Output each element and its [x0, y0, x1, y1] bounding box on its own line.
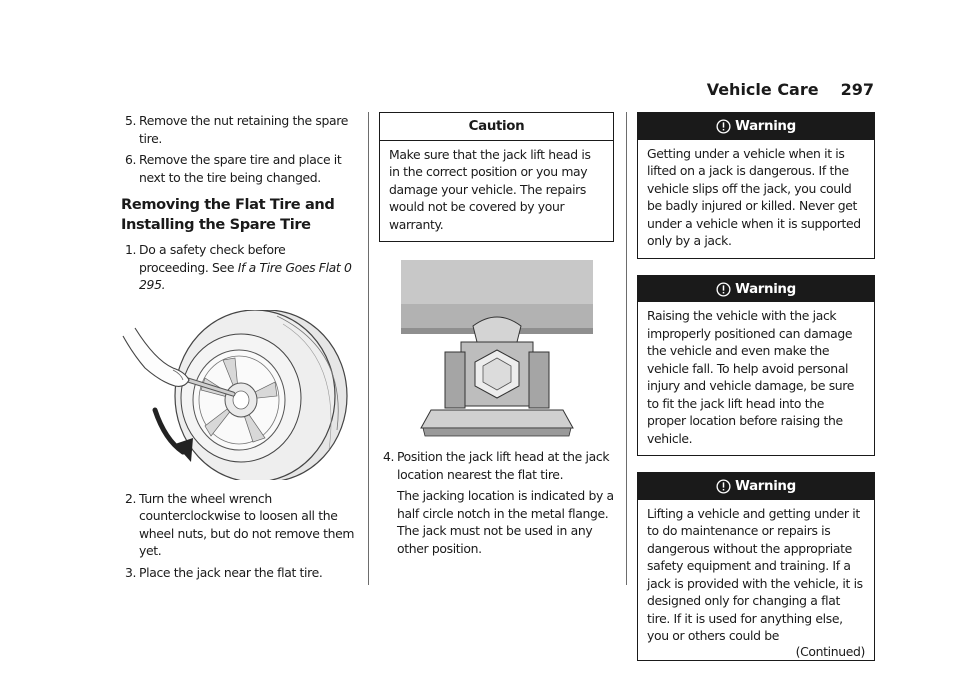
warning-icon: [716, 479, 731, 494]
caution-title: Caution: [380, 113, 613, 141]
column-middle: [379, 112, 614, 557]
warning-text: Lifting a vehicle and getting under it to do maintenance or repairs is dangerous without the appropriate safety equipment and training. If a jack is provided with the vehicle, it is designed only for changing a flat tire. If it is used for anything else, you or others could be: [647, 505, 863, 643]
step-3: 3. Place the jack near the flat tire.: [125, 564, 323, 580]
warning-title: Warning: [638, 113, 874, 140]
jack-illustration: [401, 260, 597, 440]
page-header: [685, 80, 874, 99]
page-number: 297: [840, 80, 874, 99]
step-6: 6. Remove the spare tire and place it next to the tire being changed.: [125, 152, 342, 185]
page-ref-icon: 0: [344, 259, 352, 275]
column-right: [637, 112, 875, 661]
warning-text: Raising the vehicle with the jack improperly positioned can damage the vehicle and even make the vehicle fall. To help avoid personal injury and vehicle damage, be sure to fit the jack lift head into the proper location before raising the vehicle.: [647, 308, 855, 446]
warning-title: Warning: [638, 473, 874, 500]
warning-box-2: [637, 275, 875, 457]
column-divider: [626, 112, 627, 585]
step-5: 5. Remove the nut retaining the spare tire.: [125, 113, 349, 146]
warning-icon: [716, 119, 731, 134]
step-2: 2. Turn the wheel wrench counterclockwise to loosen all the wheel nuts, but do not remove them yet.: [125, 490, 355, 558]
column-left: [121, 112, 356, 585]
cross-reference-link[interactable]: If a Tire Goes Flat 0 295.: [139, 259, 352, 292]
step-1: 1. Do a safety check before proceeding. See If a Tire Goes Flat 0 295.: [125, 242, 352, 292]
column-divider: [368, 112, 369, 585]
warning-box-1: [637, 112, 875, 259]
warning-title: Warning: [638, 276, 874, 303]
step-4: 4. Position the jack lift head at the jack location nearest the flat tire.: [383, 449, 610, 482]
continued-label: (Continued): [795, 643, 865, 659]
caution-box: [379, 112, 614, 242]
warning-box-3: [637, 472, 875, 661]
wheel-wrench-illustration: [115, 310, 355, 480]
section-title: Vehicle Care: [706, 80, 819, 99]
step-4-detail: The jacking location is indicated by a half circle notch in the metal flange. The jack must not be used in any other position.: [397, 488, 614, 556]
warning-icon: [716, 282, 731, 297]
warning-text: Getting under a vehicle when it is lifted on a jack is dangerous. If the vehicle slips off the jack, you could be badly injured or killed. Never get under a vehicle when it is supported only by a jack.: [647, 145, 861, 248]
section-heading: Removing the Flat Tire and Installing the Spare Tire: [121, 196, 335, 233]
caution-text: Make sure that the jack lift head is in the correct position or you may damage your vehicle. The repairs would not be covered by your warranty.: [389, 146, 591, 232]
